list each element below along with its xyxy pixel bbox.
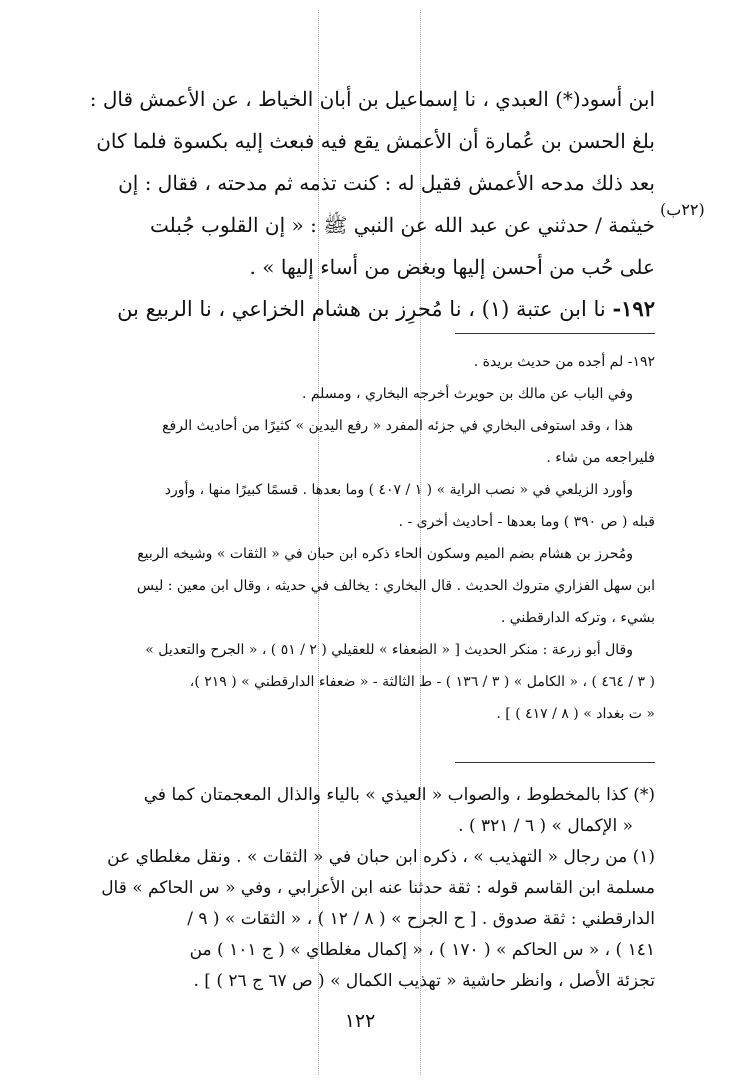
footnote-hadith-192 [70,346,655,730]
footnote-line: وفي الباب عن مالك بن حويرث أخرجه البخاري ، ومسلم . [301,386,633,402]
footnote-line: (١) من رجال « التهذيب » ، ذكره ابن حبان في « الثقات » . ونقل مغلطاي عن [107,847,655,867]
footnote-line: (*) كذا بالمخطوط ، والصواب « العيذي » بالياء والذال المعجمتان كما في [143,785,655,805]
main-line: خيثمة / حدثني عن عبد الله عن النبي ﷺ : « إن القلوب جُبلت [150,213,655,237]
main-text [75,78,655,330]
footnote-line: وأورد الزيلعي في « نصب الراية » ( ١ / ٤٠٧ ) وما بعدها . قسمًا كبيرًا منها ، وأورد [164,482,633,498]
main-line: بعد ذلك مدحه الأعمش فقيل له : كنت تذمه ثم مدحته ، فقال : إن [118,171,655,195]
main-line: على حُب من أحسن إليها وبغض من أساء إليها » . [249,255,655,279]
footnote-line: ومُحرز بن هشام بضم الميم وسكون الحاء ذكره ابن حبان في « الثقات » وشيخه الربيع [137,546,633,562]
footnote-line: الدارقطني : ثقة صدوق . [ ح الجرح » ( ٨ / ١٢ ) ، « الثقات » ( ٩ / [187,909,655,929]
footnote-line: قبله ( ص ٣٩٠ ) وما بعدها - أحاديث أخرى - . [398,514,655,530]
footnote-separator-bottom [455,762,655,763]
footnote-line: « ت بغداد » ( ٨ / ٤١٧ ) ] . [496,706,655,722]
footnote-line: فليراجعه من شاء . [546,450,655,466]
footnote-separator-top [455,333,655,334]
main-line: ابن أسود(*) العبدي ، نا إسماعيل بن أبان الخياط ، عن الأعمش قال : [89,87,655,111]
footnote-line: مسلمة ابن القاسم قوله : ثقة حدثنا عنه ابن الأعرابي ، وفي « س الحاكم » قال [101,878,655,898]
footnote-line: ( ٣ / ٤٦٤ ) ، « الكامل » ( ٣ / ١٣٦ ) - ط الثالثة - « ضعفاء الدارقطني » ( ٢١٩ )، [189,674,655,690]
main-line: بلغ الحسن بن عُمارة أن الأعمش يقع فيه فبعث إليه بكسوة فلما كان [96,129,655,153]
page-number: ١٢٢ [344,1010,376,1032]
footnote-manuscript-notes [70,780,655,997]
hadith-number: ١٩٢- [612,296,655,321]
footnote-line: ابن سهل الفزاري متروك الحديث . قال البخاري : يخالف في حديثه ، وقال ابن معين : ليس [136,578,655,594]
footnote-line: « الإكمال » ( ٦ / ٣٢١ ) . [458,816,633,836]
hadith-192-line [75,288,655,330]
footnote-line: تجزئة الأصل ، وانظر حاشية « تهذيب الكمال » ( ص ٦٧ ج ٢٦ ) ] . [193,971,655,991]
manuscript-folio-marker: (٢٢ب) [660,200,705,219]
footnote-line: وقال أبو زرعة : منكر الحديث [ « الضعفاء » للعقيلي ( ٢ / ٥١ ) ، « الجرح والتعديل » [145,642,633,658]
footnote-line: ١٩٢- لم أجده من حديث بريدة . [473,354,655,370]
hadith-text: نا ابن عتبة (١) ، نا مُحرِز بن هشام الخزاعي ، نا الربيع بن [117,297,606,321]
footnote-line: بشيء ، وتركه الدارقطني . [500,610,655,626]
footnote-line: ١٤١ ) ، « س الحاكم » ( ١٧٠ ) ، « إكمال مغلطاي » ( ج ١٠١ ) من [189,940,655,960]
footnote-line: هذا ، وقد استوفى البخاري في جزئه المفرد « رفع اليدين » كثيرًا من أحاديث الرفع [162,418,633,434]
